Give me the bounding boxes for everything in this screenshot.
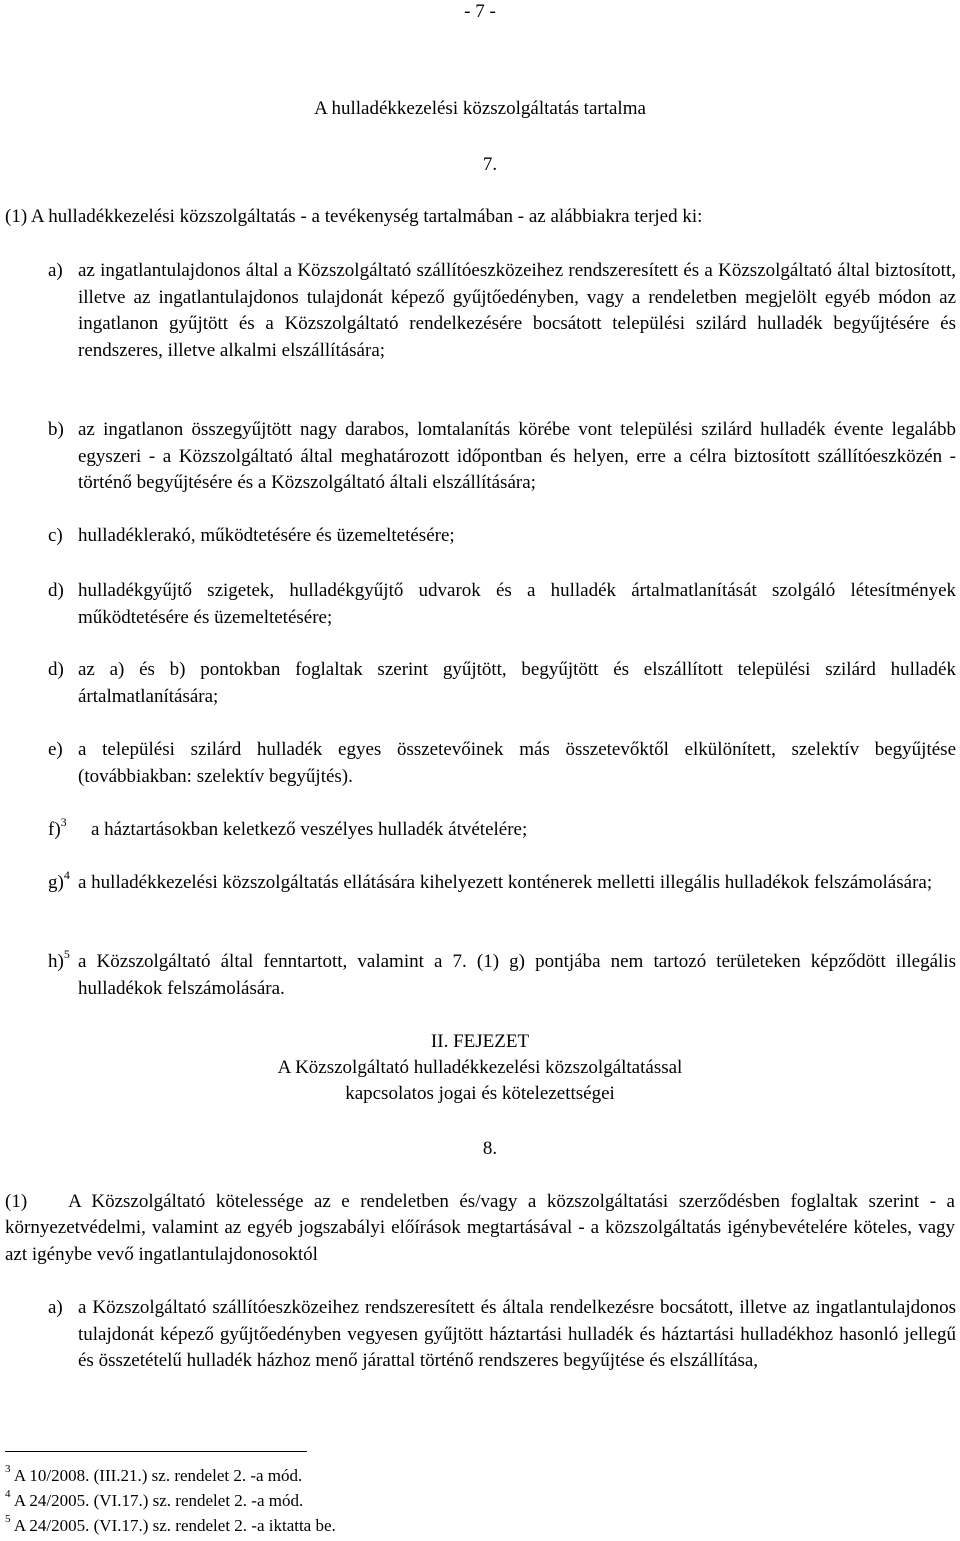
section-8-intro: (1) A Közszolgáltató kötelessége az e rendeletben és/vagy a közszolgáltatási szerződésben foglaltak szerint - a környezetvédelmi, valamint az egyéb jogszabályi előírások megtartásával - a közszolgáltatás igénybevételére köteles, vagy azt igénybe vevő ingatlantulajdonosoktól xyxy=(5,1191,960,1265)
list-item-g xyxy=(48,867,956,897)
item-text: a hulladékkezelési közszolgáltatás ellátására kihelyezett konténerek melletti illegális hulladékok felszámolására; xyxy=(78,872,933,893)
footnote-separator xyxy=(5,1451,307,1452)
item-text: a települési szilárd hulladék egyes összetevőinek más összetevőktől elkülönített, szelektív begyűjtése (továbbiakban: szelektív begyűjtés). xyxy=(78,739,956,787)
footnote-4 xyxy=(5,1490,303,1512)
footnote-ref: 5 xyxy=(63,946,70,961)
item-label: e) xyxy=(48,739,63,760)
item-text: az ingatlantulajdonos által a Közszolgáltató szállítóeszközeihez rendszeresített és a Közszolgáltató által biztosított, illetve az ingatlantulajdonos tulajdonát képező gyűjtőedényben, vagy a rendeletben megjelölt egyéb módon az ingatlanon gyűjtött és a Közszolgáltató rendelkezésére bocsátott települési szilárd hulladék begyűjtésére és rendszeres, illetve alkalmi elszállítására; xyxy=(78,260,956,361)
item-label: c) xyxy=(48,525,63,546)
item-label: f)$^3$ xyxy=(48,814,67,840)
chapter-title-line1: A Közszolgáltató hulladékkezelési közszolgáltatással xyxy=(277,1057,683,1078)
footnote-5 xyxy=(5,1515,336,1537)
item-label: d) xyxy=(48,580,64,601)
chapter-number: II. FEJEZET xyxy=(430,1031,530,1052)
footnote-number: 4 xyxy=(5,1488,11,1501)
footnote-ref: 4 xyxy=(63,867,70,882)
item-label: a) xyxy=(48,260,63,281)
section-title: A hulladékkezelési közszolgáltatás tartalma xyxy=(314,98,646,119)
item-label: h)$^5$ xyxy=(48,946,70,972)
paragraph-mark-8: 8. xyxy=(482,1138,498,1159)
item-label: d) xyxy=(48,659,64,680)
footnote-number: 5 xyxy=(5,1513,11,1526)
item-text: a Közszolgáltató szállítóeszközeihez rendszeresített és általa rendelkezésre bocsátott, illetve az ingatlantulajdonos tulajdonát képező gyűjtőedényben vegyesen gyűjtött háztartási hulladék és háztartási hulladékhoz hasonló jellegű és összetételű hulladék házhoz menő járattal történő rendszeres begyűjtése és elszállítása, xyxy=(78,1297,956,1371)
list-item-8a xyxy=(48,1295,956,1375)
item-text: az ingatlanon összegyűjtött nagy darabos, lomtalanítás körébe vont települési szilárd hulladék évente legalább egyszeri - a Közszolgáltató által meghatározott időpontban és helyen, erre a célra biztosított szállítóeszközén - történő begyűjtésére és a Közszolgáltató általi elszállítására; xyxy=(78,419,956,493)
page-number: - 7 - xyxy=(464,1,496,22)
item-text: a Közszolgáltató által fenntartott, valamint a 7. (1) g) pontjába nem tartozó területeken képződött illegális hulladékok felszámolására. xyxy=(78,951,956,999)
item-text: hulladékgyűjtő szigetek, hulladékgyűjtő udvarok és a hulladék ártalmatlanítását szolgáló létesítmények működtetésére és üzemeltetésére; xyxy=(78,580,956,628)
list-item-b xyxy=(48,417,956,497)
list-item-e xyxy=(48,737,956,790)
item-text: a háztartásokban keletkező veszélyes hulladék átvételére; xyxy=(91,819,528,840)
item-text: hulladéklerakó, működtetésére és üzemeltetésére; xyxy=(78,525,455,546)
chapter-title-line2: kapcsolatos jogai és kötelezettségei xyxy=(345,1083,615,1104)
list-item-d1 xyxy=(48,578,956,631)
item-label: g)$^4$ xyxy=(48,867,70,893)
footnote-text: A 24/2005. (VI.17.) sz. rendelet 2. -a iktatta be. xyxy=(13,1516,336,1535)
list-item-f xyxy=(48,814,956,844)
footnote-text: A 24/2005. (VI.17.) sz. rendelet 2. -a mód. xyxy=(13,1491,304,1510)
item-label: a) xyxy=(48,1297,63,1318)
list-item-h xyxy=(48,946,956,1002)
footnote-number: 3 xyxy=(5,1463,11,1476)
footnote-text: A 10/2008. (III.21.) sz. rendelet 2. -a mód. xyxy=(13,1466,303,1485)
list-item-c xyxy=(48,523,956,550)
item-text: az a) és b) pontokban foglaltak szerint gyűjtött, begyűjtött és elszállított települési szilárd hulladék ártalmatlanítására; xyxy=(78,659,956,707)
list-item-a xyxy=(48,258,956,364)
paragraph-mark-7: 7. xyxy=(482,154,498,175)
list-item-d2 xyxy=(48,657,956,710)
footnote-3 xyxy=(5,1465,302,1487)
item-label: b) xyxy=(48,419,64,440)
footnote-ref: 3 xyxy=(60,814,67,829)
section-7-intro: (1) A hulladékkezelési közszolgáltatás - a tevékenység tartalmában - az alábbiakra terjed ki: xyxy=(5,206,703,227)
